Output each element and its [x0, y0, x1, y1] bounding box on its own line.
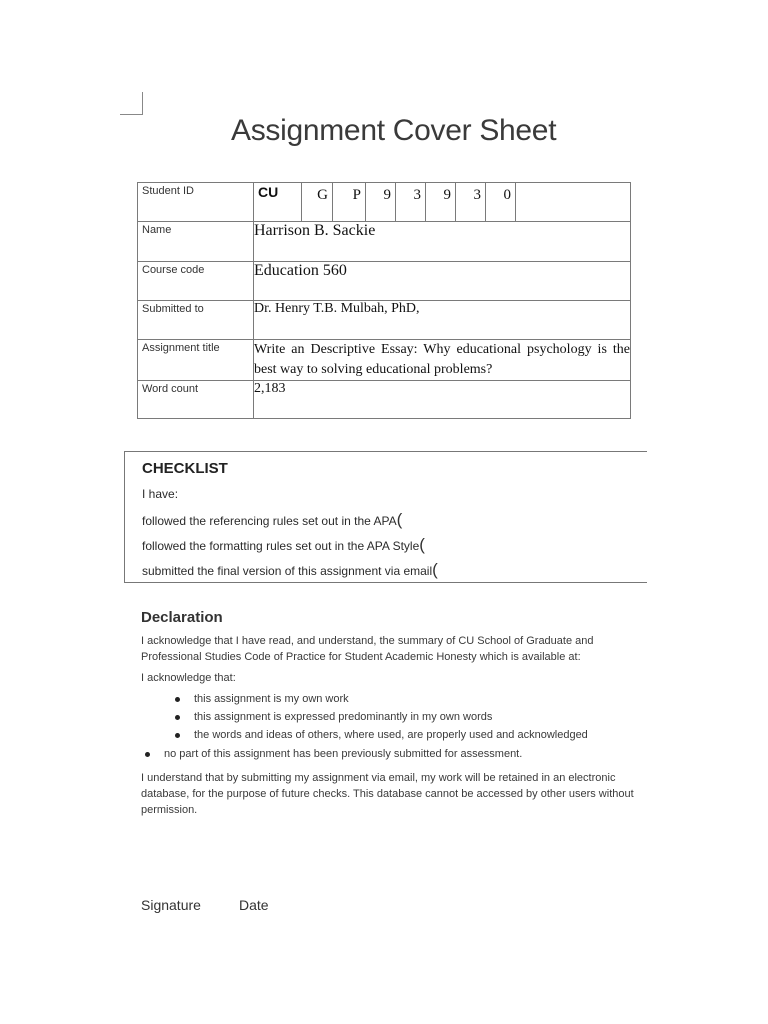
date-label: Date — [239, 897, 269, 913]
assignment-title-value: Write an Descriptive Essay: Why educational psychology is the best way to solving educational problems? — [254, 340, 631, 381]
student-id-digit: 0 — [486, 183, 516, 221]
page-title: Assignment Cover Sheet — [231, 114, 557, 147]
declaration-paragraph: I acknowledge that I have read, and understand, the summary of CU School of Graduate and Professional Studies Code of Practice for Student Academic Honesty which is available at: — [141, 635, 594, 663]
checklist-heading: CHECKLIST — [142, 460, 228, 477]
student-id-row — [138, 183, 631, 222]
checklist-item-text: followed the referencing rules set out in the APA — [142, 514, 397, 528]
checklist-item — [142, 510, 402, 530]
declaration-bullet-text: this assignment is my own work — [194, 693, 349, 705]
bullet-dot-icon — [145, 752, 150, 757]
checklist-item-text: followed the formatting rules set out in the APA Style — [142, 539, 420, 553]
student-id-digit: P — [333, 183, 366, 221]
name-row — [138, 222, 631, 262]
checklist-item-mark: ( — [419, 535, 425, 554]
checklist-item — [142, 560, 438, 580]
word-count-label: Word count — [138, 381, 254, 419]
checklist-item-mark: ( — [396, 510, 403, 529]
checklist-item-mark: ( — [432, 560, 438, 579]
student-id-digit: 9 — [366, 183, 396, 221]
student-id-label: Student ID — [138, 183, 254, 222]
declaration-bullet-text: no part of this assignment has been previously submitted for assessment. — [164, 748, 523, 760]
name-label: Name — [138, 222, 254, 262]
declaration-bullet-text: the words and ideas of others, where used, are properly used and acknowledged — [194, 729, 588, 741]
course-label: Course code — [138, 262, 254, 301]
declaration-bullet-text: this assignment is expressed predominantly in my own words — [194, 711, 493, 723]
declaration-paragraph: I acknowledge that: — [141, 672, 236, 684]
student-id-empty-cell — [516, 183, 630, 221]
assignment-title-label: Assignment title — [138, 340, 254, 381]
checklist-box — [124, 451, 647, 583]
page-corner-mark — [120, 92, 143, 115]
student-id-digit: 9 — [426, 183, 456, 221]
course-value: Education 560 — [254, 262, 631, 301]
student-id-prefix: CU — [254, 183, 302, 221]
declaration-bullet — [175, 729, 588, 741]
submitted-value: Dr. Henry T.B. Mulbah, PhD, — [254, 301, 631, 340]
assignment-title-row — [138, 340, 631, 381]
student-id-digit: 3 — [396, 183, 426, 221]
student-id-cells — [254, 183, 631, 222]
name-value: Harrison B. Sackie — [254, 222, 631, 262]
student-id-digit: G — [302, 183, 333, 221]
bullet-dot-icon — [175, 733, 180, 738]
course-row — [138, 262, 631, 301]
bullet-dot-icon — [175, 715, 180, 720]
checklist-item — [142, 535, 425, 555]
word-count-row — [138, 381, 631, 419]
checklist-intro: I have: — [142, 487, 179, 501]
checklist-item-text: submitted the final version of this assignment via email — [142, 564, 433, 578]
student-id-digit: 3 — [456, 183, 486, 221]
declaration-paragraph: I understand that by submitting my assignment via email, my work will be retained in an electronic database, for the purpose of future checks. This database cannot be accessed by other users without permission. — [141, 772, 634, 816]
declaration-heading: Declaration — [141, 609, 223, 626]
signature-label: Signature — [141, 897, 201, 913]
declaration-bullet — [145, 748, 522, 760]
declaration-bullet — [175, 711, 492, 723]
cover-info-table — [137, 182, 631, 419]
word-count-value: 2,183 — [254, 381, 631, 419]
submitted-row — [138, 301, 631, 340]
bullet-dot-icon — [175, 697, 180, 702]
declaration-bullet — [175, 693, 349, 705]
submitted-label: Submitted to — [138, 301, 254, 340]
